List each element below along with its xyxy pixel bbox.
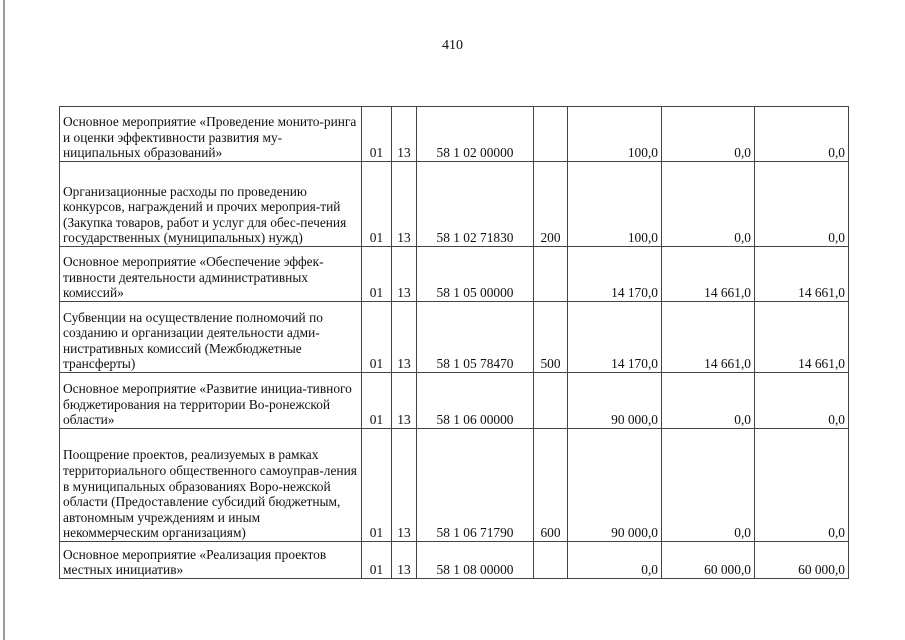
row-section: 01 <box>362 107 392 162</box>
scan-edge-line <box>3 0 5 640</box>
row-section: 01 <box>362 302 392 373</box>
table-row <box>60 302 849 373</box>
row-expense-type: 200 <box>534 162 568 247</box>
row-name: Организационные расходы по проведению конкурсов, награждений и прочих мероприя-тий (Закупка товаров, работ и услуг для обес-печения государственных (муниципальных) нужд) <box>60 162 362 247</box>
row-name: Поощрение проектов, реализуемых в рамках территориального общественного самоуправ-ления в муниципальных образованиях Воро-нежской области (Предоставление субсидий бюджетным, автономным учреждениям и иным некоммерческим организациям) <box>60 429 362 542</box>
table-row <box>60 542 849 579</box>
row-target-article: 58 1 06 00000 <box>417 373 534 429</box>
row-amount-1: 14 170,0 <box>568 302 662 373</box>
row-name: Субвенции на осуществление полномочий по созданию и организации деятельности адми-нистративных комиссий (Межбюджетные трансферты) <box>60 302 362 373</box>
row-name: Основное мероприятие «Обеспечение эффек-тивности деятельности административных комиссий» <box>60 247 362 302</box>
table-row <box>60 162 849 247</box>
row-subsection: 13 <box>392 373 417 429</box>
row-amount-2: 14 661,0 <box>662 302 755 373</box>
row-name: Основное мероприятие «Развитие инициа-тивного бюджетирования на территории Во-ронежской области» <box>60 373 362 429</box>
page-number: 410 <box>442 38 463 53</box>
budget-table <box>59 106 849 579</box>
row-target-article: 58 1 08 00000 <box>417 542 534 579</box>
row-subsection: 13 <box>392 429 417 542</box>
row-subsection: 13 <box>392 247 417 302</box>
row-section: 01 <box>362 162 392 247</box>
row-target-article: 58 1 05 78470 <box>417 302 534 373</box>
row-amount-2: 0,0 <box>662 429 755 542</box>
row-amount-3: 0,0 <box>755 373 849 429</box>
row-amount-2: 14 661,0 <box>662 247 755 302</box>
row-section: 01 <box>362 373 392 429</box>
row-name: Основное мероприятие «Проведение монито-ринга и оценки эффективности развития му-ниципальных образований» <box>60 107 362 162</box>
row-amount-1: 90 000,0 <box>568 373 662 429</box>
row-expense-type <box>534 542 568 579</box>
row-expense-type: 500 <box>534 302 568 373</box>
row-section: 01 <box>362 542 392 579</box>
row-amount-2: 0,0 <box>662 373 755 429</box>
row-name: Основное мероприятие «Реализация проектов местных инициатив» <box>60 542 362 579</box>
row-amount-1: 100,0 <box>568 107 662 162</box>
row-amount-3: 14 661,0 <box>755 302 849 373</box>
row-amount-2: 0,0 <box>662 107 755 162</box>
table-row <box>60 373 849 429</box>
row-expense-type <box>534 107 568 162</box>
row-expense-type: 600 <box>534 429 568 542</box>
row-target-article: 58 1 05 00000 <box>417 247 534 302</box>
row-amount-3: 0,0 <box>755 162 849 247</box>
row-expense-type <box>534 247 568 302</box>
row-amount-2: 60 000,0 <box>662 542 755 579</box>
row-amount-2: 0,0 <box>662 162 755 247</box>
row-amount-3: 0,0 <box>755 107 849 162</box>
row-amount-3: 60 000,0 <box>755 542 849 579</box>
row-target-article: 58 1 06 71790 <box>417 429 534 542</box>
row-section: 01 <box>362 247 392 302</box>
row-amount-3: 0,0 <box>755 429 849 542</box>
row-amount-1: 90 000,0 <box>568 429 662 542</box>
row-target-article: 58 1 02 71830 <box>417 162 534 247</box>
row-expense-type <box>534 373 568 429</box>
table-row <box>60 429 849 542</box>
table-row <box>60 107 849 162</box>
row-subsection: 13 <box>392 542 417 579</box>
row-section: 01 <box>362 429 392 542</box>
row-subsection: 13 <box>392 302 417 373</box>
table-row <box>60 247 849 302</box>
row-amount-3: 14 661,0 <box>755 247 849 302</box>
row-target-article: 58 1 02 00000 <box>417 107 534 162</box>
row-subsection: 13 <box>392 107 417 162</box>
row-amount-1: 14 170,0 <box>568 247 662 302</box>
row-amount-1: 0,0 <box>568 542 662 579</box>
row-amount-1: 100,0 <box>568 162 662 247</box>
row-subsection: 13 <box>392 162 417 247</box>
